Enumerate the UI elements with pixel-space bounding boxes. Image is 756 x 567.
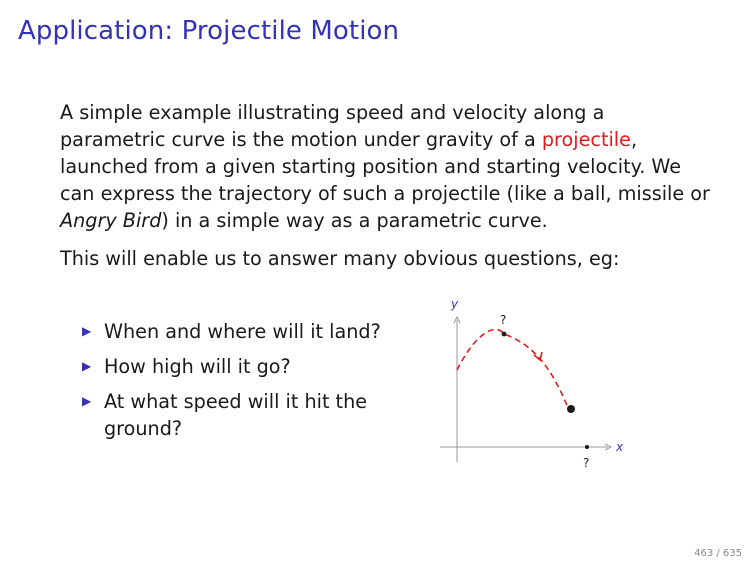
bullet-text: At what speed will it hit the ground? [104, 390, 368, 440]
list-item [80, 388, 400, 442]
landing-point [585, 445, 589, 449]
triangle-bullet-icon: ▶ [82, 359, 92, 373]
landing-question-label: ? [583, 456, 590, 470]
angry-bird-term: Angry Bird [60, 209, 162, 232]
trajectory-diagram [430, 290, 640, 480]
list-item [80, 318, 400, 345]
x-axis-label: x [616, 440, 624, 454]
intro-text-end: ) in a simple way as a parametric curve. [161, 209, 548, 232]
triangle-bullet-icon: ▶ [82, 324, 92, 338]
projectile-term: projectile [541, 128, 631, 151]
projectile-ball [567, 405, 575, 413]
list-item [80, 353, 400, 380]
intro-paragraph [60, 99, 710, 234]
triangle-bullet-icon: ▶ [82, 394, 92, 408]
peak-question-label: ? [500, 313, 507, 327]
question-list [80, 318, 400, 450]
questions-intro: This will enable us to answer many obvious questions, eg: [60, 247, 620, 270]
slide-body [60, 99, 710, 272]
bullet-text: When and where will it land? [104, 320, 381, 343]
peak-point [502, 332, 507, 337]
slide-title: Application: Projectile Motion [18, 16, 400, 46]
y-axis-label: y [451, 297, 459, 311]
intro-text-middle: , launched from a given starting position and starting velocity. We can express the trajectory of such a projectile (like a ball, missile or [60, 128, 710, 205]
intro-text-start: A simple example illustrating speed and velocity along a parametric curve is the motion under gravity of a [60, 101, 605, 151]
bullet-text: How high will it go? [104, 355, 291, 378]
trajectory-curve [457, 330, 568, 409]
page-number: 463 / 635 [694, 548, 742, 559]
